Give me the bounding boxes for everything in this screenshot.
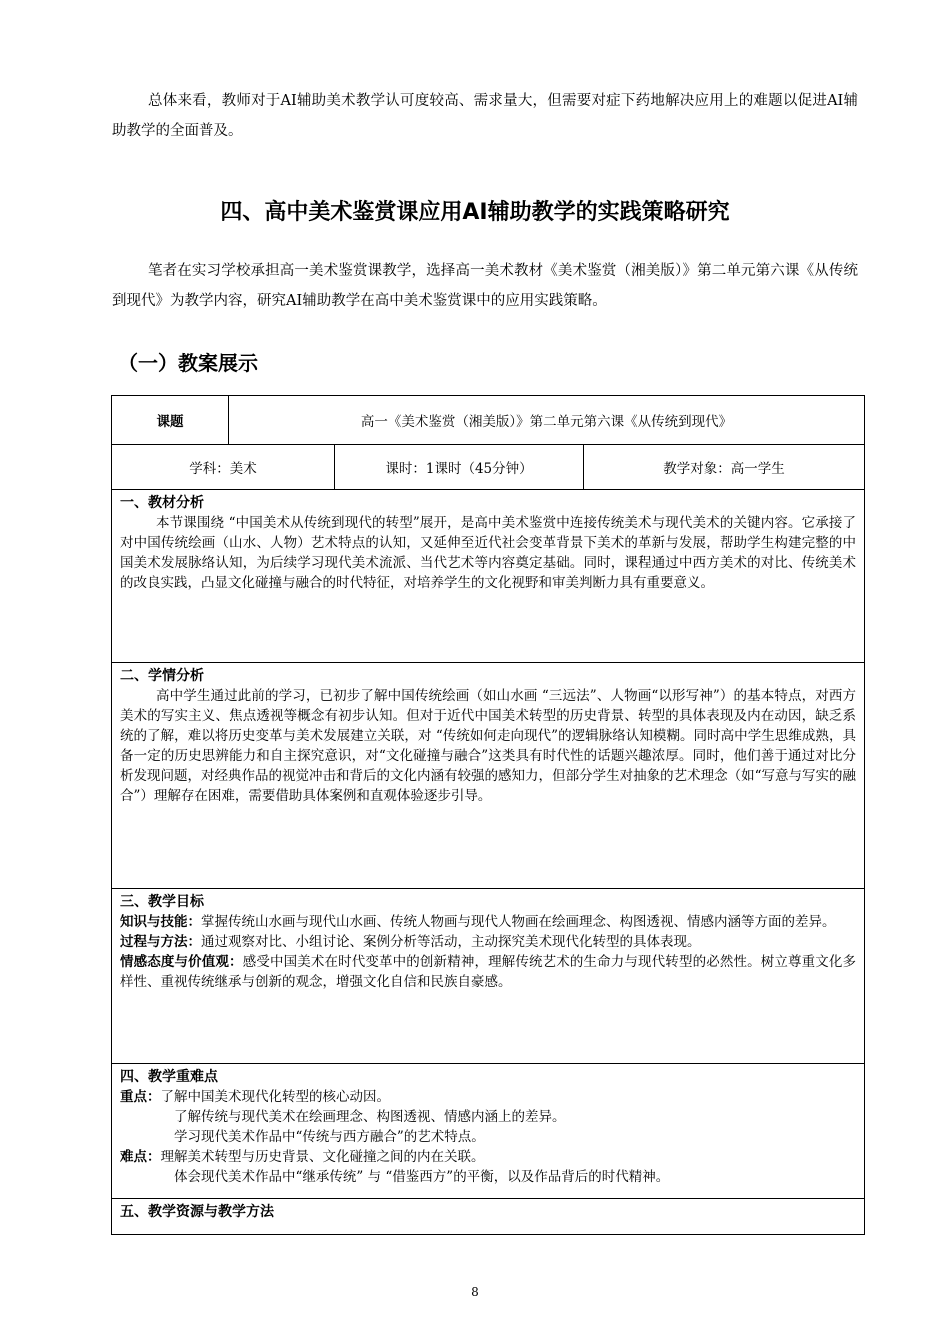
audience: 教学对象：高一学生 (663, 461, 785, 477)
emotion-goal (120, 952, 856, 992)
material-row (112, 490, 865, 663)
keypoints-heading: 四、教学重难点 (120, 1069, 218, 1085)
goals-row (112, 889, 865, 1064)
audience-cell (584, 445, 865, 490)
resources-heading: 五、教学资源与教学方法 (120, 1204, 274, 1220)
emotion-label: 情感态度与价值观： (120, 954, 243, 970)
topic-label: 课题 (156, 414, 184, 430)
goals-heading: 三、教学目标 (120, 894, 204, 910)
page-number: 8 (471, 1285, 479, 1299)
topic-value: 高一《美术鉴赏（湘美版）》第二单元第六课《从传统到现代》 (360, 414, 733, 430)
process-text: 通过观察对比、小组讨论、案例分析等活动，主动探究美术现代化转型的具体表现。 (201, 934, 701, 950)
difficult-item: 理解美术转型与历史背景、文化碰撞之间的内在关联。 (160, 1149, 485, 1165)
knowledge-goal (120, 912, 856, 932)
lesson-plan-table (111, 395, 865, 1235)
subject-cell (112, 445, 335, 490)
hours-cell (335, 445, 584, 490)
difficult-item: 体会现代美术作品中“继承传统” 与 “借鉴西方”的平衡，以及作品背后的时代精神。 (174, 1169, 670, 1185)
topic-label-cell (112, 396, 229, 445)
key-item: 学习现代美术作品中“传统与西方融合”的艺术特点。 (174, 1129, 485, 1145)
resources-row (112, 1199, 865, 1235)
topic-row (112, 396, 865, 445)
learners-cell (112, 663, 865, 889)
keypoints-cell (112, 1064, 865, 1199)
topic-value-cell (229, 396, 865, 445)
info-row (112, 445, 865, 490)
learners-heading: 二、学情分析 (120, 668, 204, 684)
process-label: 过程与方法： (120, 934, 201, 950)
keypoints-row (112, 1064, 865, 1199)
learners-row (112, 663, 865, 889)
difficult-point-1 (120, 1147, 856, 1167)
section-title: 四、高中美术鉴赏课应用AI辅助教学的实践策略研究 (220, 200, 730, 225)
section-paragraph: 笔者在实习学校承担高一美术鉴赏课教学，选择高一美术教材《美术鉴赏（湘美版）》第二单元第六课《从传统到现代》为教学内容，研究AI辅助教学在高中美术鉴赏课中的应用实践策略。 (112, 263, 858, 309)
subsection-title: （一）教案展示 (118, 351, 258, 375)
difficult-label: 难点： (120, 1149, 161, 1165)
material-text: 本节课围绕 “中国美术从传统到现代的转型”展开，是高中美术鉴赏中连接传统美术与现代美术的关键内容。它承接了对中国传统绘画（山水、人物）艺术特点的认知，又延伸至近代社会变革背景下美术的革新与发展，帮助学生构建完整的中国美术发展脉络认知，为后续学习现代美术流派、当代艺术等内容奠定基础。同时，课程通过中西方美术的对比、传统美术的改良实践，凸显文化碰撞与融合的时代特征，对培养学生的文化视野和审美判断力具有重要意义。 (120, 515, 857, 591)
key-item: 了解中国美术现代化转型的核心动因。 (160, 1089, 390, 1105)
goals-cell (112, 889, 865, 1064)
material-cell (112, 490, 865, 663)
learners-text: 高中学生通过此前的学习，已初步了解中国传统绘画（如山水画 “三远法”、人物画“以形写神”）的基本特点，对西方美术的写实主义、焦点透视等概念有初步认知。但对于近代中国美术转型的历史背景、转型的具体表现及内在动因，缺乏系统的了解，难以将历史变革与美术发展建立关联，对 “传统如何走向现代”的逻辑脉络认知模糊。同时高中学生思维成熟，具备一定的历史思辨能力和自主探究意识，对“文化碰撞与融合”这类具有时代性的话题兴趣浓厚。同时，他们善于通过对比分析发现问题，对经典作品的视觉冲击和背后的文化内涵有较强的感知力，但部分学生对抽象的艺术理念（如“写意与写实的融合”）理解存在困难，需要借助具体案例和直观体验逐步引导。 (120, 688, 857, 804)
key-label: 重点： (120, 1089, 161, 1105)
key-point-1 (120, 1087, 856, 1107)
subject: 学科：美术 (189, 461, 257, 477)
knowledge-text: 掌握传统山水画与现代山水画、传统人物画与现代人物画在绘画理念、构图透视、情感内涵等方面的差异。 (201, 914, 836, 930)
process-goal (120, 932, 856, 952)
resources-cell (112, 1199, 865, 1235)
emotion-text: 感受中国美术在时代变革中的创新精神，理解传统艺术的生命力与现代转型的必然性。树立尊重文化多样性、重视传统继承与创新的观念，增强文化自信和民族自豪感。 (120, 954, 857, 990)
material-heading: 一、教材分析 (120, 495, 204, 511)
hours: 课时：1课时（45分钟） (385, 461, 533, 477)
key-item: 了解传统与现代美术在绘画理念、构图透视、情感内涵上的差异。 (174, 1109, 566, 1125)
intro-paragraph: 总体来看，教师对于AI辅助美术教学认可度较高、需求量大，但需要对症下药地解决应用上的难题以促进AI辅助教学的全面普及。 (112, 93, 858, 139)
knowledge-label: 知识与技能： (120, 914, 201, 930)
